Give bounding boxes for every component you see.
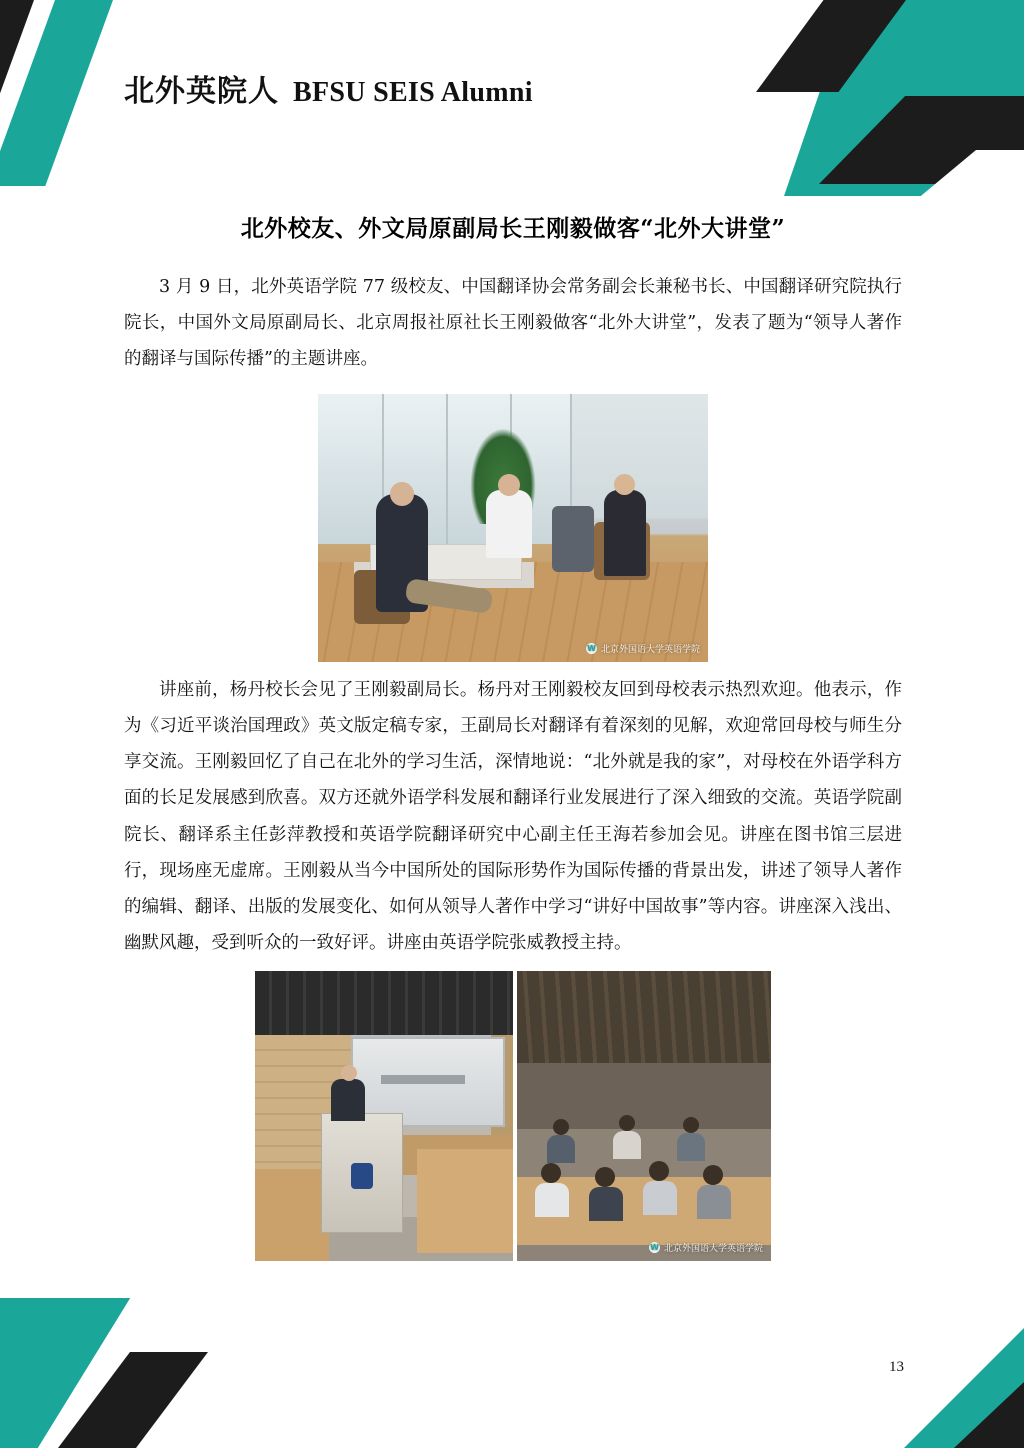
article-title: 北外校友、外文局原副局长王刚毅做客“北外大讲堂”: [240, 215, 786, 242]
watermark-logo-icon: W: [587, 643, 596, 653]
article-paragraph-1: 3 月 9 日，北外英语学院 77 级校友、中国翻译协会常务副会长兼秘书长、中国翻译研究院执行院长，中国外文局原副局长、北京周报社原社长王刚毅做客“北外大讲堂”，发表了题为“领导人著作的翻译与国际传播”的主题讲座。: [124, 277, 902, 370]
decoration-bottom-left-black: [58, 1352, 208, 1448]
photo-meeting: [318, 394, 708, 662]
photo-block-lecture: [124, 971, 902, 1261]
article-content: [124, 196, 902, 1261]
decoration-top-right-black-upper: [756, 0, 906, 92]
page-number: 13: [889, 1359, 904, 1375]
decoration-bottom-left-teal: [0, 1298, 210, 1448]
watermark-text: 北京外国语大学英语学院: [600, 644, 700, 655]
decoration-top-left-teal: [0, 0, 113, 186]
photo-block-meeting: [124, 394, 902, 662]
masthead-title-cn: 北外英院人: [124, 74, 279, 109]
decoration-bottom-right-teal: [904, 1328, 1024, 1448]
photo-watermark: [586, 642, 700, 655]
photo-lecture-audience: [517, 971, 771, 1261]
photo-watermark: [649, 1241, 763, 1254]
watermark-text: 北京外国语大学英语学院: [663, 1244, 763, 1255]
photo-lecture-speaker: [255, 971, 513, 1261]
decoration-top-right-black-lower: [819, 96, 1024, 184]
decoration-bottom-right-black: [954, 1382, 1024, 1448]
decoration-top-left-black: [0, 0, 34, 150]
masthead: [124, 66, 533, 110]
article-paragraph-2: 讲座前，杨丹校长会见了王刚毅副局长。杨丹对王刚毅校友回到母校表示热烈欢迎。他表示，作为《习近平谈治国理政》英文版定稿专家，王副局长对翻译有着深刻的见解，欢迎常回母校与师生分享交流。王刚毅回忆了自己在北外的学习生活，深情地说：“北外就是我的家”，对母校在外语学科方面的长足发展感到欣喜。双方还就外语学科发展和翻译行业发展进行了深入细致的交流。英语学院副院长、翻译系主任彭萍教授和英语学院翻译研究中心副主任王海若参加会见。讲座在图书馆三层进行，现场座无虚席。王刚毅从当今中国所处的国际形势作为国际传播的背景出发，讲述了领导人著作的编辑、翻译、出版的发展变化、如何从领导人著作中学习“讲好中国故事”等内容。讲座深入浅出、幽默风趣，受到听众的一致好评。讲座由英语学院张威教授主持。: [124, 679, 902, 954]
decoration-top-right-white: [904, 150, 1024, 210]
watermark-logo-icon: W: [650, 1243, 659, 1253]
masthead-title-en: BFSU SEIS Alumni: [293, 77, 533, 108]
decoration-top-right-teal: [784, 0, 1024, 196]
